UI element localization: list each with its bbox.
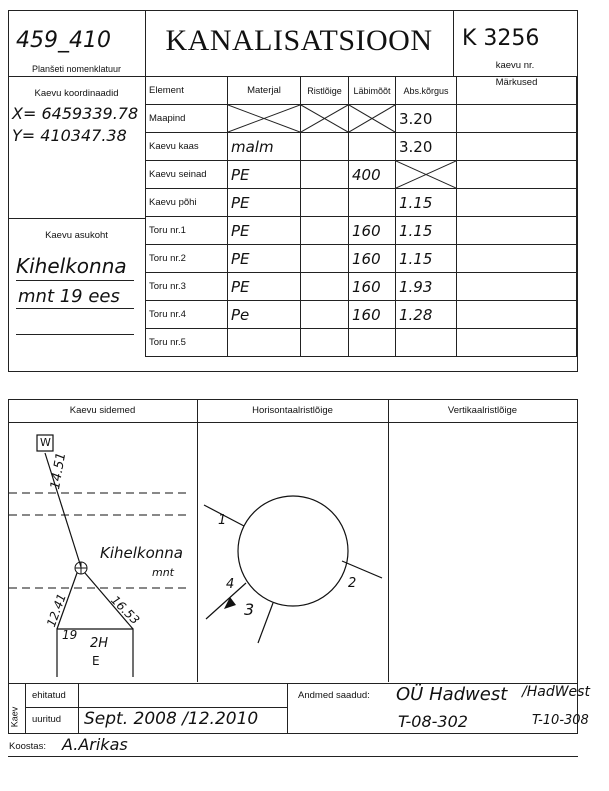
row-element: Kaevu põhi [146, 189, 228, 217]
header-labimoot: Läbimõõt [349, 77, 396, 105]
header-markused: Märkused [457, 77, 577, 105]
pipe-label-3: 3 [244, 600, 255, 619]
sheet-number: 459_410 [16, 28, 111, 53]
row-element: Kaevu kaas [146, 133, 228, 161]
row-ristloige [301, 301, 349, 329]
location-divider [8, 218, 145, 219]
sketch-dim-right: 16.53 [108, 593, 143, 628]
koostas-value: A.Arikas [62, 735, 128, 754]
andmed-company2: /HadWest [522, 684, 590, 700]
kaev-label: Kaev [9, 706, 20, 728]
row-element: Kaevu seinad [146, 161, 228, 189]
well-element-table [145, 76, 577, 357]
diagram-col1-title: Kaevu sidemed [69, 405, 136, 416]
sketch-street-line1: Kihelkonna [100, 544, 183, 562]
header-materjal: Materjal [228, 77, 301, 105]
ehitatud-label: ehitatud [32, 690, 66, 701]
table-row [146, 217, 577, 245]
coordinate-y: Y= 410347.38 [12, 126, 127, 145]
well-number: K 3256 [462, 26, 540, 51]
location-underline2 [16, 308, 134, 309]
row-labimoot [349, 189, 396, 217]
row-labimoot: 400 [349, 161, 396, 189]
location-underline3 [16, 334, 134, 335]
sketch-dim-top: 14.51 [48, 451, 70, 491]
row-markused [457, 217, 577, 245]
row-abs: 1.15 [396, 217, 457, 245]
table-row [146, 189, 577, 217]
row-materjal: PE [228, 245, 301, 273]
footer-kaev-divider [25, 683, 26, 734]
sketch-house-num: 19 [62, 628, 78, 642]
header-ristloige: Ristlõige [301, 77, 349, 105]
footer-middle-line [25, 707, 287, 708]
andmed-code2: T-10-308 [532, 713, 589, 728]
sketch-marker: W [40, 436, 51, 449]
table-row [146, 133, 577, 161]
row-ristloige [301, 245, 349, 273]
table-row [146, 245, 577, 273]
sheet-label: Planšeti nomenklatuur [31, 64, 122, 74]
row-abs: 1.15 [396, 189, 457, 217]
crossed-cell [396, 161, 457, 189]
row-ristloige [301, 273, 349, 301]
row-ristloige [301, 329, 349, 357]
crossed-cell [228, 105, 301, 133]
row-labimoot [349, 133, 396, 161]
row-materjal: PE [228, 189, 301, 217]
row-ristloige [301, 217, 349, 245]
pipe-label-1: 1 [218, 513, 227, 528]
row-markused [457, 273, 577, 301]
footer-label-divider [78, 683, 79, 734]
row-abs: 3.20 [396, 133, 457, 161]
row-ristloige [301, 133, 349, 161]
header-element: Element [146, 77, 228, 105]
andmed-label: Andmed saadud: [298, 690, 370, 701]
row-abs [396, 329, 457, 357]
header-abs-korgus: Abs.kõrgus [396, 77, 457, 105]
pipe-label-2: 2 [348, 576, 357, 591]
row-materjal: PE [228, 217, 301, 245]
andmed-company: OÜ Hadwest [396, 684, 508, 705]
location-line2: mnt 19 ees [18, 286, 120, 307]
row-labimoot: 160 [349, 245, 396, 273]
row-markused [457, 301, 577, 329]
table-header-row [146, 77, 577, 105]
row-markused [457, 189, 577, 217]
row-element: Toru nr.1 [146, 217, 228, 245]
row-abs: 3.20 [396, 105, 457, 133]
diagram-divider-2 [388, 399, 389, 682]
footer-col-divider [287, 683, 288, 734]
horizontal-section-drawing [198, 423, 388, 681]
row-markused [457, 245, 577, 273]
crossed-cell [349, 105, 396, 133]
uuritud-label: uuritud [32, 714, 62, 725]
sketch-house-letter: E [92, 654, 100, 668]
sketch-dim-left: 12.41 [44, 591, 69, 629]
row-markused [457, 329, 577, 357]
coordinate-x: X= 6459339.78 [12, 104, 139, 123]
row-abs: 1.15 [396, 245, 457, 273]
koostas-label: Koostas: [9, 741, 46, 752]
row-materjal: PE [228, 273, 301, 301]
row-labimoot: 160 [349, 273, 396, 301]
coordinates-label: Kaevu koordinaadid [34, 88, 119, 99]
table-row [146, 161, 577, 189]
row-materjal: Pe [228, 301, 301, 329]
pipe-label-4: 4 [226, 577, 235, 592]
row-markused [457, 105, 577, 133]
row-labimoot: 160 [349, 217, 396, 245]
row-element: Maapind [146, 105, 228, 133]
table-row [146, 105, 577, 133]
row-labimoot: 160 [349, 301, 396, 329]
row-materjal [228, 329, 301, 357]
row-element: Toru nr.4 [146, 301, 228, 329]
diagram-col3-title: Vertikaalristlõige [447, 405, 518, 416]
crossed-cell [301, 105, 349, 133]
row-materjal: PE [228, 161, 301, 189]
row-abs: 1.93 [396, 273, 457, 301]
diagram-col2-title: Horisontaalristlõige [252, 405, 333, 416]
sketch-house-code: 2H [90, 636, 109, 651]
row-abs: 1.28 [396, 301, 457, 329]
row-ristloige [301, 161, 349, 189]
page-title: KANALISATSIOON [165, 24, 433, 57]
table-row [146, 301, 577, 329]
sketch-street-line2: mnt [152, 566, 174, 579]
row-markused [457, 161, 577, 189]
location-line1: Kihelkonna [16, 254, 127, 278]
row-element: Toru nr.2 [146, 245, 228, 273]
koostas-underline [8, 756, 578, 757]
andmed-code1: T-08-302 [398, 712, 468, 731]
row-element: Toru nr.3 [146, 273, 228, 301]
table-row [146, 273, 577, 301]
location-label: Kaevu asukoht [45, 230, 108, 241]
well-number-label: kaevu nr. [495, 60, 535, 71]
row-materjal: malm [228, 133, 301, 161]
row-markused [457, 133, 577, 161]
row-ristloige [301, 189, 349, 217]
uuritud-value: Sept. 2008 /12.2010 [84, 709, 259, 729]
location-underline1 [16, 280, 134, 281]
row-labimoot [349, 329, 396, 357]
table-row [146, 329, 577, 357]
row-element: Toru nr.5 [146, 329, 228, 357]
